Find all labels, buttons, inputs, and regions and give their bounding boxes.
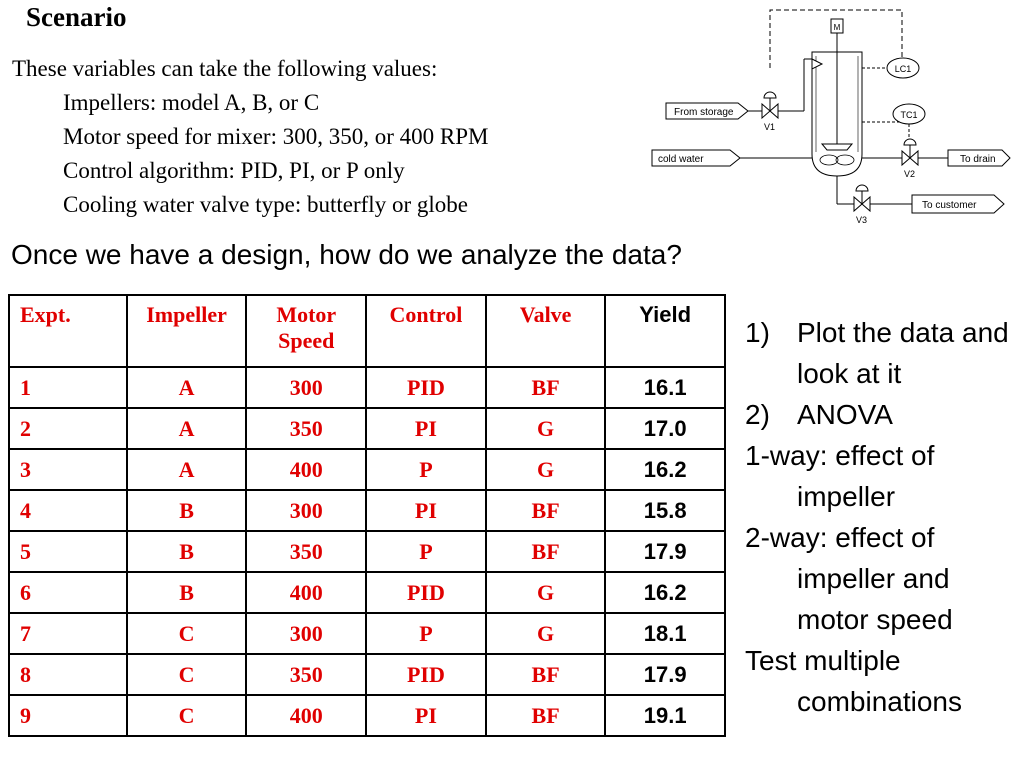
note-text: 1-way: effect of impeller xyxy=(745,440,935,512)
table-header-row xyxy=(9,295,725,367)
cell-expt: 1 xyxy=(9,367,127,408)
cell-expt: 4 xyxy=(9,490,127,531)
experiment-table xyxy=(8,294,726,737)
cell-motor-speed: 300 xyxy=(246,490,366,531)
cell-expt: 5 xyxy=(9,531,127,572)
cell-yield: 16.2 xyxy=(605,449,725,490)
header-expt: Expt. xyxy=(9,295,127,367)
cell-motor-speed: 350 xyxy=(246,654,366,695)
motor-label: M xyxy=(833,23,841,32)
cell-valve: BF xyxy=(486,490,606,531)
cell-control: PID xyxy=(366,367,486,408)
cell-impeller: A xyxy=(127,367,247,408)
table-row xyxy=(9,449,725,490)
cell-motor-speed: 400 xyxy=(246,572,366,613)
impeller-icon xyxy=(822,144,852,150)
note-text: Plot the data and look at it xyxy=(797,317,1009,389)
cell-motor-speed: 300 xyxy=(246,613,366,654)
table-row xyxy=(9,695,725,736)
note-text: ANOVA xyxy=(797,399,893,430)
header-control: Control xyxy=(366,295,486,367)
cell-impeller: C xyxy=(127,695,247,736)
cell-yield: 17.9 xyxy=(605,531,725,572)
tc1-label: TC1 xyxy=(900,110,918,120)
cell-expt: 7 xyxy=(9,613,127,654)
cell-valve: G xyxy=(486,613,606,654)
intro-item-control: Control algorithm: PID, PI, or P only xyxy=(63,158,405,183)
cell-control: P xyxy=(366,531,486,572)
cell-control: P xyxy=(366,613,486,654)
cell-yield: 16.1 xyxy=(605,367,725,408)
cell-valve: BF xyxy=(486,654,606,695)
cell-valve: G xyxy=(486,408,606,449)
valve-v3-label: V3 xyxy=(856,215,868,225)
note-item xyxy=(745,517,1015,640)
intro-item-valve: Cooling water valve type: butterfly or globe xyxy=(63,192,468,217)
note-item xyxy=(745,394,1015,435)
cell-impeller: C xyxy=(127,654,247,695)
cell-valve: G xyxy=(486,449,606,490)
cell-control: PI xyxy=(366,490,486,531)
cell-control: PID xyxy=(366,572,486,613)
cell-valve: BF xyxy=(486,695,606,736)
cold-water-label: cold water xyxy=(658,154,704,165)
note-item xyxy=(745,312,1015,394)
cell-control: PI xyxy=(366,695,486,736)
cell-yield: 15.8 xyxy=(605,490,725,531)
cell-impeller: A xyxy=(127,449,247,490)
cell-motor-speed: 350 xyxy=(246,531,366,572)
cell-impeller: C xyxy=(127,613,247,654)
table-body xyxy=(9,367,725,736)
cell-valve: G xyxy=(486,572,606,613)
cell-valve: BF xyxy=(486,367,606,408)
cell-yield: 16.2 xyxy=(605,572,725,613)
header-valve: Valve xyxy=(486,295,606,367)
cell-control: PI xyxy=(366,408,486,449)
from-storage-label: From storage xyxy=(674,107,734,118)
to-customer-label: To customer xyxy=(922,200,977,211)
intro-lead: These variables can take the following values: xyxy=(12,56,438,81)
cell-expt: 6 xyxy=(9,572,127,613)
cell-impeller: B xyxy=(127,490,247,531)
to-drain-label: To drain xyxy=(960,154,996,165)
intro-block xyxy=(12,52,488,222)
header-motor-speed: Motor Speed xyxy=(246,295,366,367)
note-number: 1) xyxy=(745,317,770,348)
cell-expt: 2 xyxy=(9,408,127,449)
cell-valve: BF xyxy=(486,531,606,572)
table-row xyxy=(9,654,725,695)
table-row xyxy=(9,613,725,654)
cell-motor-speed: 350 xyxy=(246,408,366,449)
cell-yield: 19.1 xyxy=(605,695,725,736)
question-text: Once we have a design, how do we analyze the data? xyxy=(11,239,682,270)
intro-item-motor-speed: Motor speed for mixer: 300, 350, or 400 RPM xyxy=(63,124,489,149)
cell-expt: 3 xyxy=(9,449,127,490)
cell-yield: 17.9 xyxy=(605,654,725,695)
table-row xyxy=(9,367,725,408)
valve-v1-label: V1 xyxy=(764,122,776,132)
header-impeller: Impeller xyxy=(127,295,247,367)
slide-title: Scenario xyxy=(26,2,127,32)
cell-expt: 9 xyxy=(9,695,127,736)
cell-impeller: B xyxy=(127,531,247,572)
cell-expt: 8 xyxy=(9,654,127,695)
process-diagram xyxy=(644,4,1014,228)
cell-impeller: A xyxy=(127,408,247,449)
note-item xyxy=(745,640,1015,722)
cell-motor-speed: 400 xyxy=(246,695,366,736)
cell-motor-speed: 400 xyxy=(246,449,366,490)
cell-control: P xyxy=(366,449,486,490)
intro-item-impellers: Impellers: model A, B, or C xyxy=(63,90,320,115)
cell-yield: 17.0 xyxy=(605,408,725,449)
cell-motor-speed: 300 xyxy=(246,367,366,408)
note-item xyxy=(745,435,1015,517)
table-row xyxy=(9,572,725,613)
header-yield: Yield xyxy=(605,295,725,367)
cell-impeller: B xyxy=(127,572,247,613)
note-text: Test multiple combinations xyxy=(745,645,962,717)
lc1-label: LC1 xyxy=(894,64,912,74)
table-row xyxy=(9,490,725,531)
table-row xyxy=(9,531,725,572)
valve-v2-label: V2 xyxy=(904,169,916,179)
cell-yield: 18.1 xyxy=(605,613,725,654)
table-row xyxy=(9,408,725,449)
cell-control: PID xyxy=(366,654,486,695)
note-number: 2) xyxy=(745,399,770,430)
analysis-notes xyxy=(745,312,1015,722)
note-text: 2-way: effect of impeller and motor speed xyxy=(745,522,953,635)
